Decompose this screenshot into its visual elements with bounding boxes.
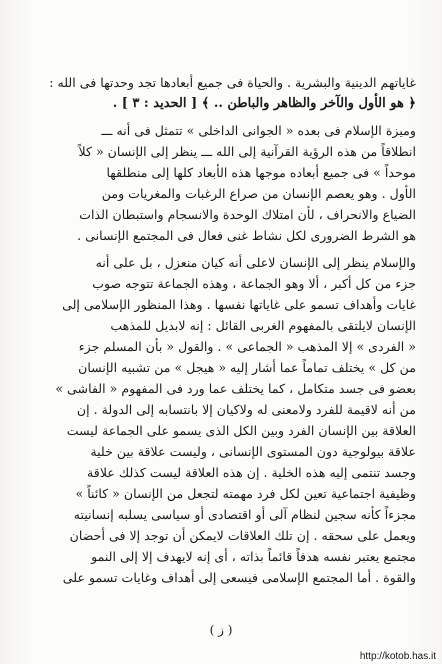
text-line: انطلاقاً من هذه الرؤية القرآنية إلى الله ـــ ينظر إلى الإنسان « كلاً: [78, 144, 416, 159]
text-line: « الفردى » إلا المذهب « الجماعى » . والقول « بأن المسلم جزء: [78, 339, 416, 354]
text-line: مجتمع يعتبر نفسه هدفاً قائماً بذاته ، أى إنه لايهدف إلا إلى النمو: [91, 549, 416, 564]
text-line: غايات وأهداف تسمو على غاياتها نفسها . وهذا المنظور الإسلامى إلى: [62, 297, 416, 312]
text-line: هو الشرط الضرورى لكل نشاط غنى فعال فى المجتمع الإنسانى .: [77, 228, 416, 243]
quran-verse-line: ﴿ هو الأول والآخر والظاهر والباطن .. ﴾ [ الحديد : ٣ ] .: [112, 96, 416, 111]
text-line: والقوة . أما المجتمع الإسلامى فيسعى إلى أهداف وغايات تسمو على: [62, 570, 416, 585]
text-line: وظيفية اجتماعية تعين لكل فرد مهمته لتجعل من الإنسان « كائناً »: [75, 486, 416, 501]
text-line: الإنسان لايلتقى بالمفهوم الغربى القائل : إنه لابديل للمذهب: [110, 318, 416, 333]
text-line: بعضو فى جسد متكامل ، كما يختلف عما ورد فى المفهوم « الفاشى »: [55, 381, 416, 396]
paragraph: [33, 252, 416, 588]
text-line: الضياع والانحراف ، لأن امتلاك الوحدة والانسجام واستبطان الذات: [79, 207, 416, 222]
text-line: علاقة بيولوجية دون المستوى الإنسانى ، وليست علاقة بين خلية: [90, 444, 416, 459]
text-line: من كل » يختلف تماماً عما أشار إليه « هيجل » من تشبيه الإنسان: [78, 360, 416, 375]
text-line: وميزة الإسلام فى بعده « الجوانى الداخلى » تتمثل فى أنه ـــ: [101, 123, 416, 138]
text-line: مجزءاً كأنه سجين لنظام آلى أو اقتصادى أو سياسى يسلبه إنسانيته: [73, 507, 416, 522]
page-number: ( ز ): [209, 623, 233, 637]
text-line: العلاقة بين الإنسان الفرد وبين الكل الذى يسمو على الجماعة ليست: [66, 423, 416, 438]
text-line: جزء من كل أكبر ، ألا وهو الجماعة ، وهذه الجماعة تتوجه صوب: [92, 276, 416, 291]
text-line: الأول . وهو يعصم الإنسان من صراع الرغبات والمغريات ومن: [101, 186, 416, 201]
text-line: موحداً » فى جميع أبعاده موجها هذه الأبعاد كلها إلى منطلقها: [106, 165, 416, 180]
body-text: [33, 72, 416, 588]
text-line: غاياتهم الدينية والبشرية . والحياة فى جميع أبعادها تجد وحدتها فى الله :: [49, 75, 416, 90]
paragraph: [33, 120, 416, 246]
text-line: من أنه لاقيمة للفرد ولامعنى له ولاكيان إلا بانتسابه إلى الدولة . إن: [76, 402, 416, 417]
paragraph: [33, 72, 416, 114]
watermark-url: http://kotob.has.it: [359, 651, 436, 662]
text-line: وجسد تنتمى إليه هذه الخلية . إن هذه العلاقة ليست كذلك علاقة: [87, 465, 416, 480]
text-line: والإسلام ينظر إلى الإنسان لاعلى أنه كيان منعزل ، بل على أنه: [95, 255, 416, 270]
text-line: ويعمل على سحقه . إن تلك العلاقات لايمكن أن توجد إلا فى أحضان: [69, 528, 416, 543]
